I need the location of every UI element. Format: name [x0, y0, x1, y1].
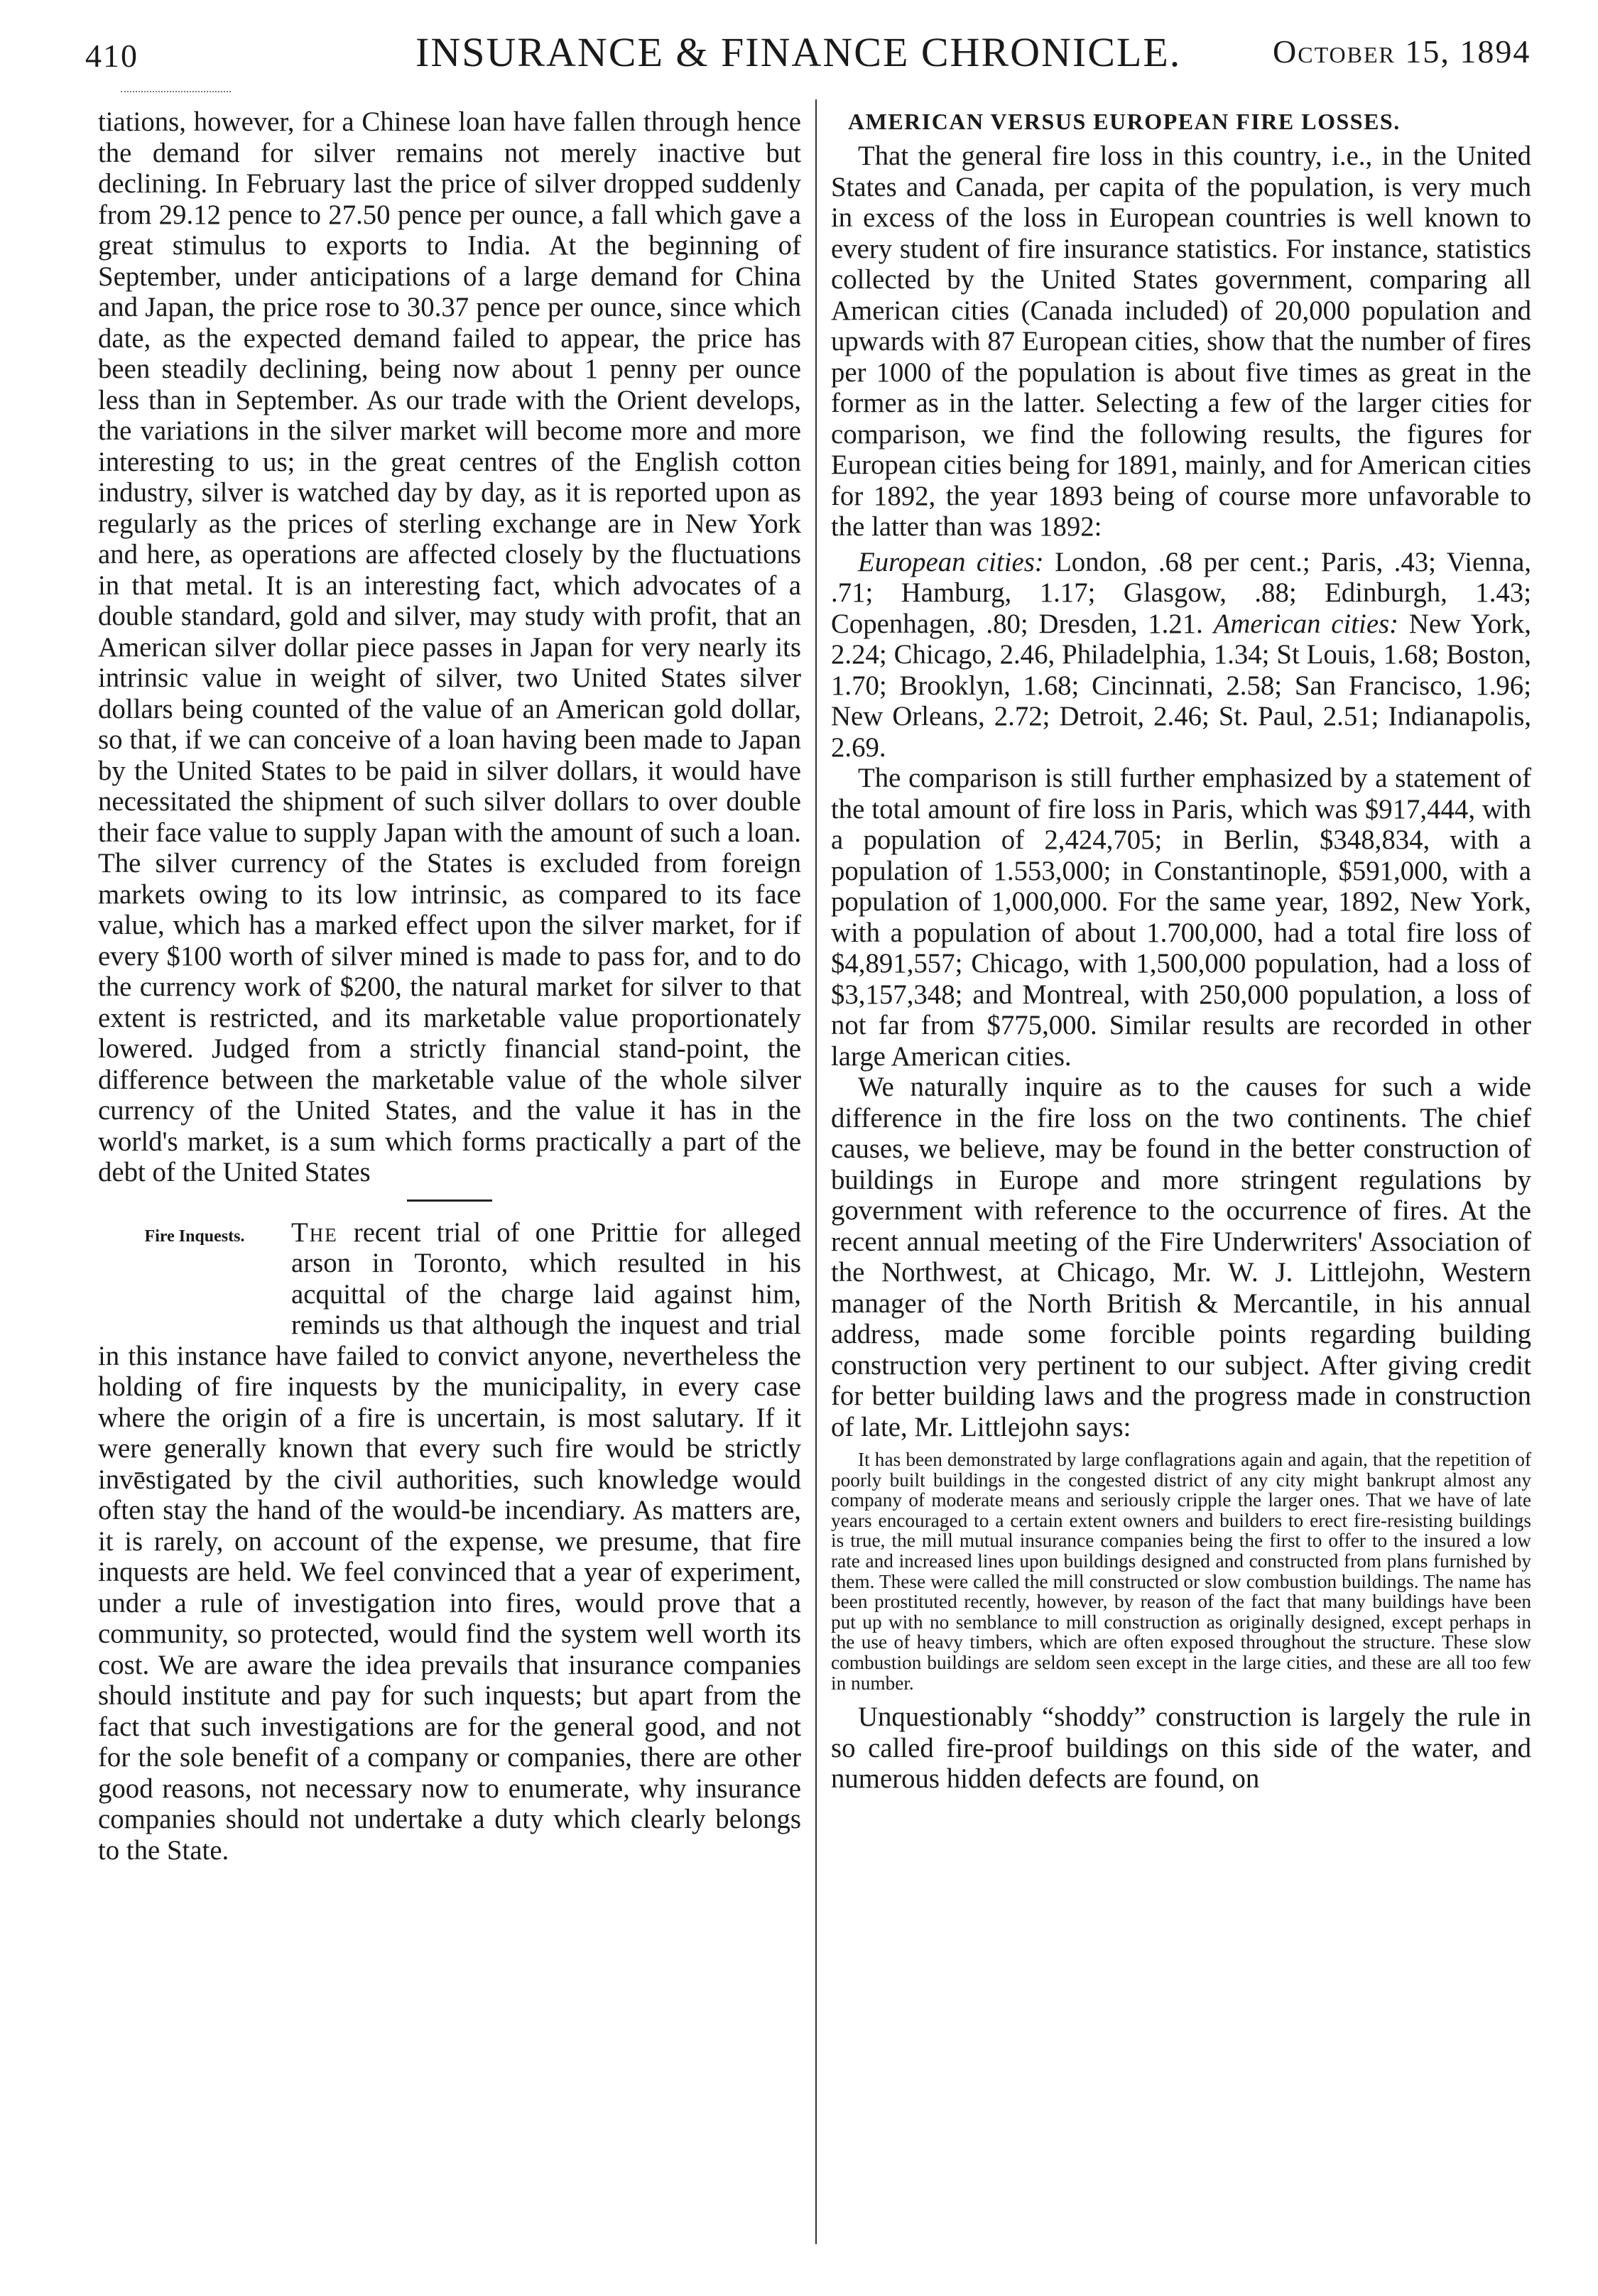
shoddy-construction-paragraph: Unquestionably “shoddy” construction is largely the rule in so called fire-proof buildings on this side of the water, and numerous hidden defects are found, on: [831, 1702, 1531, 1795]
fire-inquests-side-heading: Fire Inquests.: [144, 1226, 245, 1246]
header-dotted-mark: [121, 91, 231, 94]
article-heading: AMERICAN VERSUS EUROPEAN FIRE LOSSES.: [848, 109, 1401, 134]
fire-inquests-text: recent trial of one Prittie for alleged arson in Toronto, which resulted in his acquittal of the charge laid against him, reminds us that although the inquest and trial in this instance have failed to convict anyone, nevertheless the holding of fire inquests by the municipality, in every case where the origin of a fire is uncertain, is most salutary. If it were generally known that every such fire would be strictly investigated by the civil authorities, such knowledge would often stay the hand of the would-be incendiary. As matters are, it is rarely, on account of the expense, we presume, that fire inquests are held. We feel convinced that a year of experiment, under a rule of investigation into fires, would prove that a community, so protected, would find the system well worth its cost. We are aware the idea prevails that insurance companies should institute and pay for such inquests; but apart from the fact that such investigations are for the general good, and not for the sole benefit of a company or companies, there are other good reasons, not necessary now to enumerate, why insurance companies should not undertake a duty which clearly belongs to the State.: [98, 1217, 801, 1866]
littlejohn-quote: It has been demonstrated by large conflagrations again and again, that the repetition of poorly built buildings in the congested district of any city might bankrupt almost any company of moderate means and seriously cripple the larger ones. That we have of late years encouraged to a certain extent owners and builders to erect fire-resisting buildings is true, the mill mutual insurance companies being the first to offer to the insured a low rate and increased lines upon buildings designed and constructed from plans furnished by them. These were called the mill constructed or slow combustion buildings. The name has been prostituted recently, however, by reason of the fact that many buildings have been put up with no semblance to mill construction as originally designed, except perhaps in the use of heavy timbers, which are often exposed throughout the structure. These slow combustion buildings are seldom seen except in the large cities, and these are all too few in number.: [831, 1449, 1531, 1694]
european-cities-list: London, .68 per cent.; Paris, .43; Vienna, .71; Hamburg, 1.17; Glasgow, .88; Edinburgh, 1.43; Copenhagen, .80; Dresden, 1.21.: [831, 546, 1531, 639]
city-rates-paragraph: [831, 547, 1531, 763]
total-loss-paragraph: The comparison is still further emphasized by a statement of the total amount of fire loss in Paris, which was $917,444, with a population of 2,424,705; in Berlin, $348,834, with a population of 1.553,000; in Constantinople, $591,000, with a population of 1,000,000. For the same year, 1892, New York, with a population of about 1.700,000, had a total fire loss of $4,891,557; Chicago, with 1,500,000 population, had a loss of $3,157,348; and Montreal, with 250,000 population, a loss of not far from $775,000. Similar results are recorded in other large American cities.: [831, 763, 1531, 1072]
publication-title: INSURANCE & FINANCE CHRONICLE.: [415, 29, 1182, 75]
page-number: 410: [85, 38, 138, 74]
left-column: [98, 107, 801, 1866]
fire-loss-intro-paragraph: That the general fire loss in this country, i.e., in the United States and Canada, per capita of the population, is very much in excess of the loss in European countries is well known to every student of fire insurance statistics. For instance, statistics collected by the United States government, comparing all American cities (Canada included) of 20,000 population and upwards with 87 European cities, show that the number of fires per 1000 of the population is about five times as great in the former as in the latter. Selecting a few of the larger cities for comparison, we find the following results, the figures for European cities being for 1891, mainly, and for American cities for 1892, the year 1893 being of course more unfavorable to the latter than was 1892:: [831, 141, 1531, 542]
american-cities-list: New York, 2.24; Chicago, 2.46, Philadelphia, 1.34; St Louis, 1.68; Boston, 1.70; Brooklyn, 1.68; Cincinnati, 2.58; San Francisco, 1.96; New Orleans, 2.72; Detroit, 2.46; St. Paul, 2.51; Indianapolis, 2.69.: [831, 608, 1532, 763]
page-header: [0, 0, 1598, 92]
causes-paragraph: We naturally inquire as to the causes for such a wide difference in the fire loss on the two continents. The chief causes, we believe, may be found in the better construction of buildings in Europe and more stringent regulations by government with reference to the occurrence of fires. At the recent annual meeting of the Fire Underwriters' Association of the Northwest, at Chicago, Mr. W. J. Littlejohn, Western manager of the North British & Mercantile, in his annual address, made some forcible points regarding building construction very pertinent to our subject. After giving credit for better building laws and the progress made in construction of late, Mr. Littlejohn says:: [831, 1072, 1531, 1442]
column-rule: [815, 99, 817, 2244]
issue-date: October 15, 1894: [1273, 33, 1531, 70]
fire-inquests-article: [98, 1217, 801, 1866]
lead-word: The: [291, 1217, 338, 1248]
european-cities-label: European cities:: [858, 546, 1044, 577]
silver-market-paragraph: tiations, however, for a Chinese loan have fallen through hence the demand for silver remains not merely inactive but declining. In February last the price of silver dropped suddenly from 29.12 pence to 27.50 pence per ounce, a fall which gave a great stimulus to exports to India. At the beginning of September, under anticipations of a large demand for China and Japan, the price rose to 30.37 pence per ounce, since which date, as the expected demand failed to appear, the price has been steadily declining, being now about 1 penny per ounce less than in September. As our trade with the Orient develops, the variations in the silver market will become more and more interesting to us; in the great centres of the English cotton industry, silver is watched day by day, as it is reported upon as regularly as the prices of sterling exchange are in New York and here, as operations are affected closely by the fluctuations in that metal. It is an interesting fact, which advocates of a double standard, gold and silver, may study with profit, that an American silver dollar piece passes in Japan for very nearly its intrinsic value in weight of silver, two United States silver dollars being counted of the value of an American gold dollar, so that, if we can conceive of a loan having been made to Japan by the United States to be paid in silver dollars, it would have necessitated the shipment of such silver dollars to over double their face value to supply Japan with the amount of such a loan. The silver currency of the States is excluded from foreign markets owing to its low intrinsic, as compared to its face value, which has a marked effect upon the silver market, for if every $100 worth of silver mined is made to pass for, and to do the currency work of $200, the natural market for silver to that extent is restricted, and its marketable value proportionately lowered. Judged from a strictly financial stand-point, the difference between the marketable value of the whole silver currency of the United States, and the value it has in the world's market, is a sum which forms practically a part of the debt of the United States: [98, 107, 801, 1187]
american-cities-label: American cities:: [1213, 608, 1399, 639]
section-divider: [407, 1199, 492, 1202]
right-column: [831, 107, 1531, 1795]
